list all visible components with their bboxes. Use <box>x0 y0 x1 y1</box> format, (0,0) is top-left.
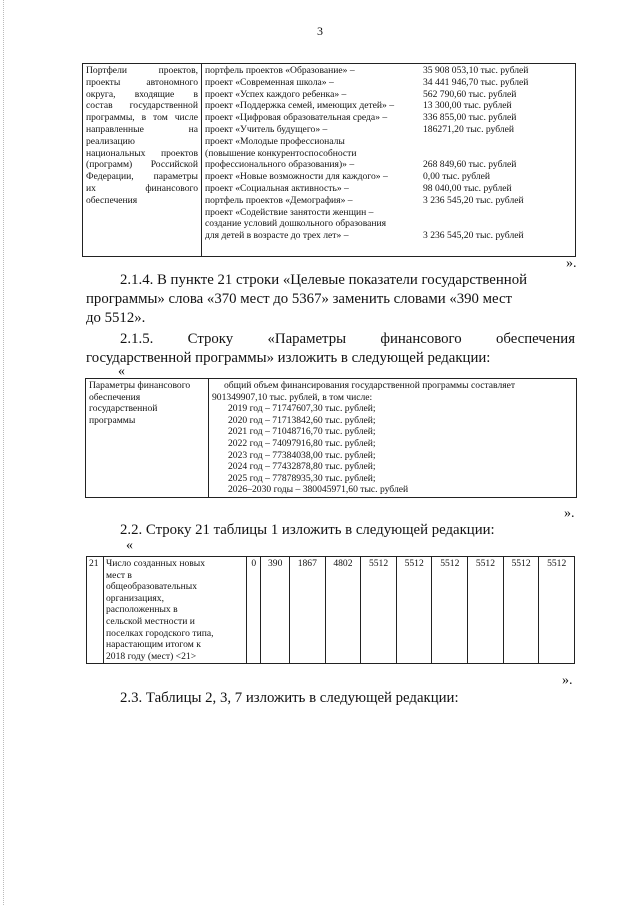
project-row <box>205 230 572 242</box>
financing-year-line: 2023 год – 77384038,00 тыс. рублей; <box>228 449 376 461</box>
project-row <box>205 89 572 101</box>
indicator-label-line: сельской местности и <box>106 615 195 627</box>
projects-label-line: реализацию <box>86 135 135 147</box>
project-row <box>205 171 572 183</box>
financing-year-line: 2026–2030 годы – 380045971,60 тыс. рублей <box>228 484 409 496</box>
project-name: проект «Учитель будущего» – <box>205 123 328 135</box>
paragraph-2-2: 2.2. Строку 21 таблицы 1 изложить в следующей редакции: <box>120 522 495 538</box>
financing-year-line: 2022 год – 74097916,80 тыс. рублей; <box>228 437 376 449</box>
project-amount: 98 040,00 тыс. рублей <box>423 182 512 194</box>
project-name: проект «Современная школа» – <box>205 76 334 88</box>
financing-label-line: программы <box>89 414 136 426</box>
project-amount: 3 236 545,20 тыс. рублей <box>423 230 524 242</box>
financing-label-line: обеспечения <box>89 391 141 403</box>
financing-year-line: 2021 год – 71048716,70 тыс. рублей; <box>228 426 376 438</box>
financing-year-line: 2024 год – 77432878,80 тыс. рублей; <box>228 461 376 473</box>
indicator-label-line: расположенных в <box>106 604 178 616</box>
project-row <box>205 112 572 124</box>
financing-label-line: Параметры финансового <box>89 380 191 391</box>
project-row <box>205 207 572 219</box>
projects-label-line: их финансового <box>86 182 198 194</box>
paragraph-2-1-4-line3: до 5512». <box>86 310 146 326</box>
projects-label-cell <box>83 64 202 257</box>
project-row <box>205 77 572 89</box>
table1-closing-quote: ». <box>566 256 577 271</box>
financing-content-cell <box>209 379 577 498</box>
project-name: для детей в возрасте до трех лет» – <box>205 230 349 242</box>
table2-closing-quote: ». <box>564 506 575 521</box>
project-amount: 268 849,60 тыс. рублей <box>423 159 517 171</box>
indicator-value-cell: 5512 <box>539 557 575 664</box>
projects-table <box>82 63 576 257</box>
project-row <box>205 218 572 230</box>
table3-closing-quote: ». <box>562 673 573 688</box>
project-row <box>205 124 572 136</box>
paragraph-2-1-4-line1: 2.1.4. В пункте 21 строки «Целевые показатели государственной <box>120 272 528 288</box>
project-row <box>205 159 572 171</box>
indicator-value-cell: 1867 <box>289 557 325 664</box>
indicator-value-cell: 5512 <box>468 557 504 664</box>
project-name: профессионального образования)» – <box>205 159 355 171</box>
project-row <box>205 148 572 160</box>
projects-label-line: обеспечения <box>86 194 138 206</box>
project-row <box>205 195 572 207</box>
financing-label-cell <box>86 379 209 498</box>
financing-label-line: государственной <box>89 403 158 415</box>
indicator-value-cell: 5512 <box>396 557 432 664</box>
project-amount: 34 441 946,70 тыс. рублей <box>423 76 529 88</box>
project-row <box>205 65 572 77</box>
projects-label-line: программы, в том числе <box>86 112 198 124</box>
indicator-label-line: поселках городского типа, <box>106 627 214 639</box>
projects-content-cell <box>202 64 576 257</box>
projects-label-line: округа, входящие в <box>86 88 198 100</box>
project-name: проект «Цифровая образовательная среда» – <box>205 112 388 124</box>
indicator-label-cell <box>104 557 247 664</box>
project-name: проект «Успех каждого ребенка» – <box>205 88 347 100</box>
indicator-value-cell: 390 <box>261 557 290 664</box>
paragraph-2-1-5-line2: государственной программы» изложить в следующей редакции: <box>86 350 491 366</box>
project-row <box>205 136 572 148</box>
paragraph-2-1-4-line2: программы» слова «370 мест до 5367» заменить словами «390 мест <box>86 291 512 307</box>
project-amount: 336 855,00 тыс. рублей <box>423 112 517 124</box>
indicator-label-line: нарастающим итогом к <box>106 639 201 651</box>
scan-edge <box>3 0 5 905</box>
project-amount: 35 908 053,10 тыс. рублей <box>423 65 529 76</box>
indicator-label-line: Число созданных новых <box>106 558 206 569</box>
indicator-row-table <box>86 556 575 664</box>
indicator-value-cell: 5512 <box>361 557 397 664</box>
financing-table <box>85 378 577 498</box>
row-number-cell: 21 <box>87 557 104 664</box>
projects-label-line: проекты автономного <box>86 76 198 88</box>
project-name: портфель проектов «Демография» – <box>205 194 353 206</box>
financing-year-line: 2019 год – 71747607,30 тыс. рублей; <box>228 403 376 415</box>
project-name: (повышение конкурентоспособности <box>205 147 357 159</box>
project-name: проект «Социальная активность» – <box>205 182 349 194</box>
table3-open-quote: « <box>126 538 133 553</box>
paragraph-2-3: 2.3. Таблицы 2, 3, 7 изложить в следующей редакции: <box>120 690 459 706</box>
project-row <box>205 100 572 112</box>
project-name: проект «Молодые профессионалы <box>205 135 345 147</box>
project-name: создание условий дошкольного образования <box>205 218 387 230</box>
project-amount: 3 236 545,20 тыс. рублей <box>423 194 524 206</box>
indicator-value-cell: 0 <box>247 557 261 664</box>
project-row <box>205 183 572 195</box>
indicator-label-line: организациях, <box>106 592 164 604</box>
indicator-label-line: мест в <box>106 569 132 581</box>
projects-label-line: национальных проектов <box>86 147 198 159</box>
financing-year-line: 2020 год – 71713842,60 тыс. рублей; <box>228 414 376 426</box>
financing-total-line: 901349907,10 тыс. рублей, в том числе: <box>212 391 373 403</box>
projects-label-line: Федерации, параметры <box>86 171 198 183</box>
project-amount: 186271,20 тыс. рублей <box>423 123 515 135</box>
financing-year-line: 2025 год – 77878935,30 тыс. рублей; <box>228 472 376 484</box>
indicator-label-line: общеобразовательных <box>106 581 197 593</box>
project-amount: 0,00 тыс. рублей <box>423 171 491 183</box>
projects-label-line: (программ) Российской <box>86 159 198 171</box>
indicator-value-cell: 4802 <box>325 557 361 664</box>
project-amount: 562 790,60 тыс. рублей <box>423 88 517 100</box>
projects-label-line: состав государственной <box>86 100 198 112</box>
paragraph-2-1-5-line1: 2.1.5. Строку «Параметры финансового обеспечения <box>120 331 575 347</box>
indicator-label-line: 2018 году (мест) <21> <box>106 650 197 662</box>
project-name: портфель проектов «Образование» – <box>205 65 355 76</box>
table2-open-quote: « <box>118 364 125 379</box>
indicator-value-cell: 5512 <box>503 557 539 664</box>
financing-total-line: общий объем финансирования государственной программы составляет <box>224 380 516 391</box>
indicator-value-cell: 5512 <box>432 557 468 664</box>
project-amount: 13 300,00 тыс. рублей <box>423 100 512 112</box>
project-name: проект «Содействие занятости женщин – <box>205 206 374 218</box>
project-name: проект «Новые возможности для каждого» – <box>205 171 388 183</box>
projects-label-line: Портфели проектов, <box>86 65 198 76</box>
projects-label-line: направленные на <box>86 123 198 135</box>
project-name: проект «Поддержка семей, имеющих детей» – <box>205 100 395 112</box>
page-number: 3 <box>317 24 323 38</box>
